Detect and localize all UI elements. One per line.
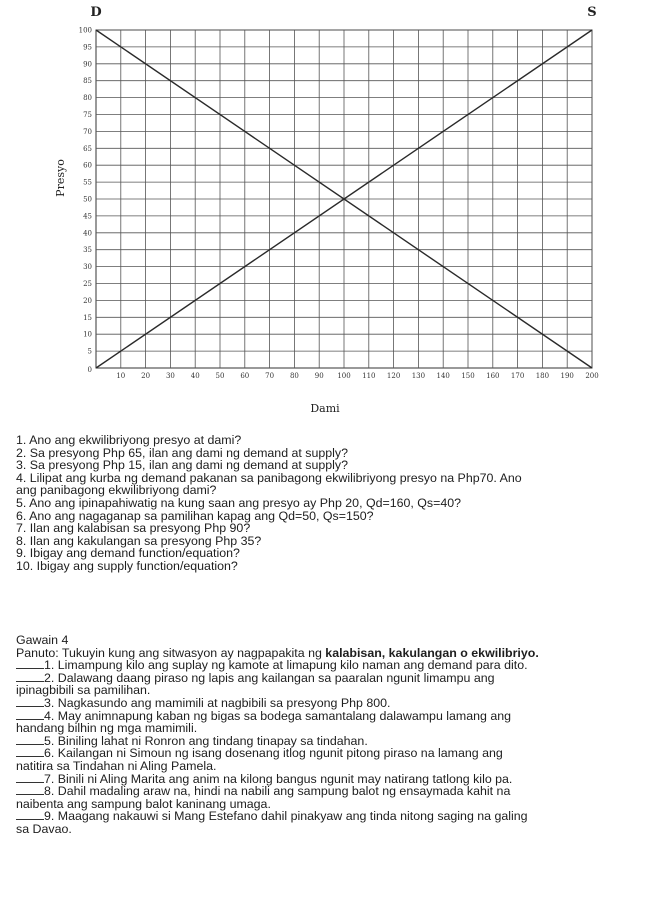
- y-tick-label: 5: [87, 347, 92, 356]
- question-line: ang panibagong ekwilibriyong dami?: [16, 483, 217, 498]
- series-label-s: S: [587, 5, 597, 20]
- question-line: 5. Ano ang ipinapahiwatig na kung saan ang presyo ay Php 20, Qd=160, Qs=40?: [16, 495, 462, 510]
- answer-blank[interactable]: [16, 697, 44, 707]
- x-tick-label: 130: [411, 372, 426, 380]
- y-tick-label: 30: [83, 263, 92, 272]
- y-axis-title: Presyo: [54, 159, 67, 197]
- y-tick-label: 70: [83, 127, 92, 136]
- x-tick-label: 200: [585, 372, 599, 380]
- answer-blank[interactable]: [16, 785, 44, 795]
- x-tick-label: 10: [116, 372, 126, 380]
- x-tick-label: 20: [141, 372, 151, 380]
- x-tick-label: 140: [436, 372, 450, 380]
- y-tick-label: 95: [83, 43, 92, 52]
- answer-blank[interactable]: [16, 735, 44, 745]
- origin-label: 0: [87, 366, 92, 374]
- y-tick-label: 45: [83, 212, 92, 221]
- question-line: 8. Ilan ang kakulangan sa presyong Php 35?: [16, 533, 262, 548]
- x-tick-label: 160: [486, 372, 500, 380]
- gawain-items: [16, 659, 644, 835]
- gawain-item-text: 3. Nagkasundo ang mamimili at nagbibili sa presyong Php 800.: [44, 695, 391, 710]
- gawain-item-text: 4. May animnapung kaban ng bigas sa bodega samantalang dalawampu lamang ang: [44, 708, 512, 723]
- question-line: 4. Lilipat ang kurba ng demand pakanan sa panibagong ekwilibriyong presyo na Php70. Ano: [16, 470, 522, 485]
- x-tick-label: 180: [535, 372, 550, 380]
- panuto-text: Panuto: Tukuyin kung ang sitwasyon ay nagpapakita ng: [16, 645, 326, 660]
- y-tick-label: 65: [83, 144, 92, 153]
- x-tick-label: 100: [337, 372, 351, 380]
- gawain-item-text: 1. Limampung kilo ang suplay ng kamote at limapung kilo naman ang demand para dito.: [44, 658, 528, 673]
- gawain-item-continuation: handang bilhin ng mga mamimili.: [16, 721, 198, 736]
- gawain-item-text: 2. Dalawang daang piraso ng lapis ang kailangan sa paaralan ngunit limampu ang: [44, 670, 495, 685]
- question-line: 6. Ano ang nagaganap sa pamilihan kapag ang Qd=50, Qs=150?: [16, 508, 374, 523]
- answer-blank[interactable]: [16, 810, 44, 820]
- gawain-item: [16, 785, 644, 798]
- y-tick-label: 35: [83, 246, 92, 255]
- y-tick-label: 15: [83, 313, 92, 322]
- x-tick-label: 150: [461, 372, 475, 380]
- x-tick-label: 60: [240, 372, 250, 380]
- y-tick-label: 55: [83, 178, 92, 187]
- y-tick-label: 75: [83, 111, 92, 119]
- y-tick-label: 20: [83, 296, 92, 305]
- question-line: 2. Sa presyong Php 65, ilan ang dami ng demand at supply?: [16, 445, 349, 460]
- x-tick-label: 90: [314, 372, 324, 380]
- x-tick-label: 70: [265, 372, 275, 380]
- panuto-bold-text: kalabisan, kakulangan o ekwilibriyo.: [325, 645, 539, 660]
- x-tick-label: 40: [190, 372, 200, 380]
- gawain-item-continuation: naibenta ang sampung balot kaninang umaga.: [16, 796, 271, 811]
- question-line: 9. Ibigay ang demand function/equation?: [16, 546, 240, 561]
- question-line: 7. Ilan ang kalabisan sa presyong Php 90?: [16, 521, 251, 536]
- gawain-item-text: 6. Kailangan ni Simoun ng isang dosenang itlog ngunit pitong piraso na lamang ang: [44, 746, 503, 761]
- gawain-item-text: 5. Biniling lahat ni Ronron ang tindang tinapay sa tindahan.: [44, 733, 368, 748]
- series-label-d: D: [90, 5, 102, 20]
- y-tick-label: 50: [83, 195, 92, 204]
- y-tick-label: 85: [83, 77, 92, 86]
- x-tick-label: 50: [215, 372, 225, 380]
- question-line: 10. Ibigay ang supply function/equation?: [16, 558, 238, 573]
- x-tick-label: 30: [165, 372, 175, 380]
- questions-list: [16, 434, 644, 573]
- gawain-item-text: 9. Maagang nakauwi si Mang Estefano dahil pinakyaw ang tinda nitong saging na galing: [44, 809, 528, 824]
- answer-blank[interactable]: [16, 659, 44, 669]
- y-tick-label: 60: [83, 161, 92, 170]
- supply-demand-chart: [0, 0, 655, 430]
- y-tick-label: 100: [78, 26, 92, 35]
- question-line: 1. Ano ang ekwilibriyong presyo at dami?: [16, 433, 242, 447]
- gawain-item-text: 7. Binili ni Aling Marita ang anim na kilong bangus ngunit may natirang tatlong kilo pa.: [44, 771, 513, 786]
- gawain-item-continuation: natitira sa Tindahan ni Aling Pamela.: [16, 758, 217, 773]
- y-tick-label: 25: [83, 280, 92, 288]
- y-tick-label: 40: [83, 229, 92, 238]
- question-line: 3. Sa presyong Php 15, ilan ang dami ng demand at supply?: [16, 458, 349, 473]
- y-tick-label: 80: [83, 94, 92, 103]
- y-tick-label: 90: [83, 60, 92, 69]
- gawain-item-continuation: ipinagbibili sa pamilihan.: [16, 683, 151, 698]
- x-tick-label: 190: [560, 372, 574, 380]
- x-tick-label: 120: [386, 372, 401, 380]
- gawain-section: [16, 634, 644, 836]
- gawain-item: [16, 810, 644, 823]
- answer-blank[interactable]: [16, 773, 44, 783]
- x-tick-label: 170: [510, 372, 525, 380]
- gawain-item-text: 8. Dahil madaling araw na, hindi na nabili ang sampung balot ng ensaymada kahit na: [44, 784, 511, 799]
- gawain-item-continuation: sa Davao.: [16, 821, 72, 836]
- answer-blank[interactable]: [16, 747, 44, 757]
- x-tick-label: 80: [289, 372, 299, 380]
- gawain-title: Gawain 4: [16, 633, 69, 647]
- y-tick-label: 10: [83, 330, 92, 339]
- x-tick-label: 110: [362, 372, 376, 380]
- answer-blank[interactable]: [16, 672, 44, 682]
- answer-blank[interactable]: [16, 710, 44, 720]
- x-axis-title: Dami: [310, 402, 340, 415]
